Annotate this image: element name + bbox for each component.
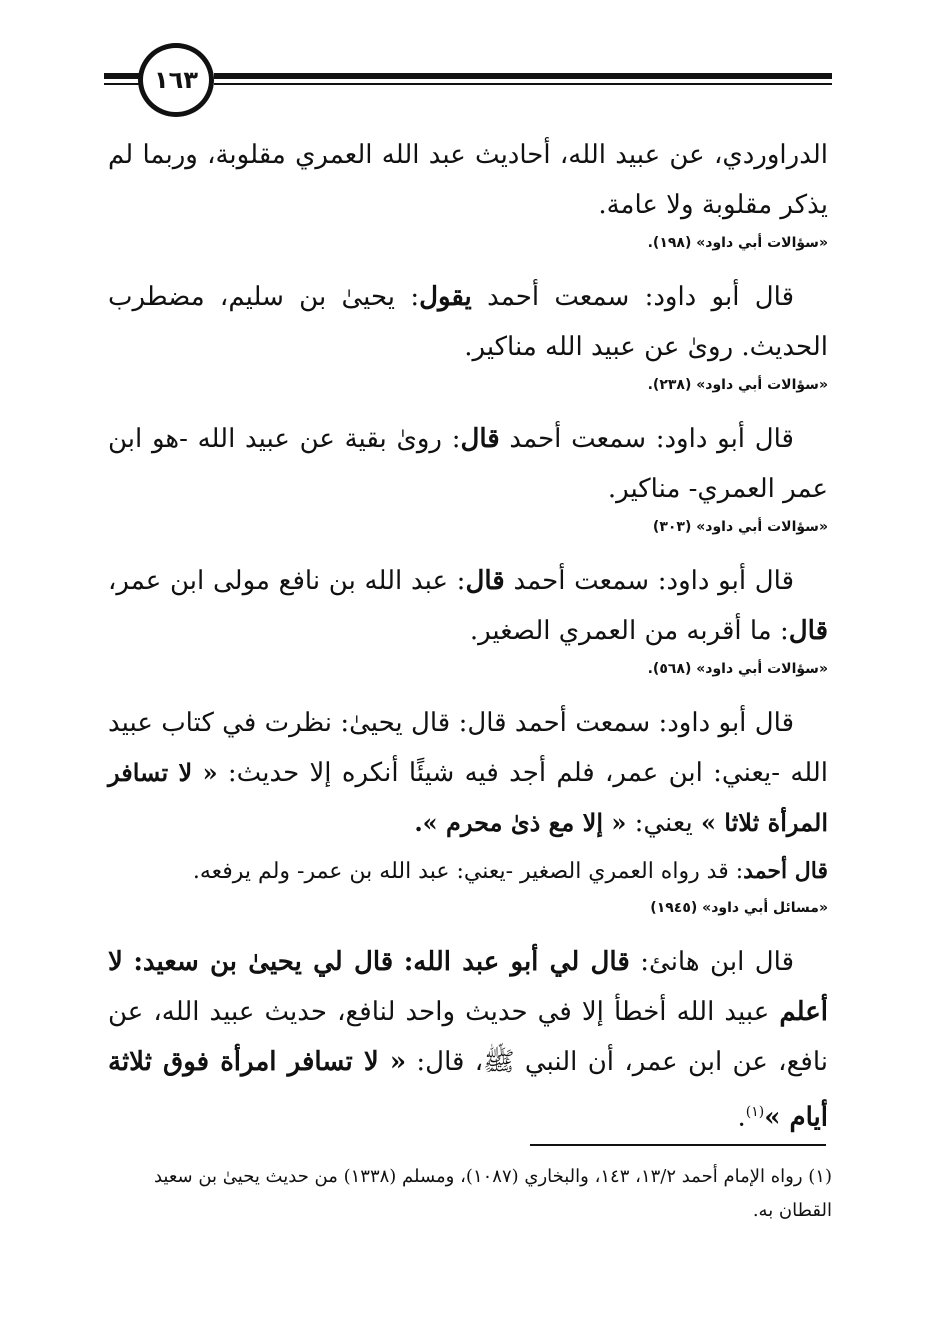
paragraph-4-prefix: قال أبو داود: سمعت أحمد [513,566,795,596]
paragraph-5-text: قال أبو داود: سمعت أحمد قال: قال يحيىٰ: نظرت في كتاب عبيد الله -يعني: ابن عمر، فلم أجد فيه شيئًا أنكره إلا حديث: [108,708,829,788]
paragraph-4 [104,556,832,656]
footnote-divider [530,1144,826,1146]
footnote-number: (١) [808,1166,832,1187]
source-citation: «سؤالات أبي داود» (٢٣٨). [647,377,828,393]
paragraph-6: قال ابن هانئ: قال لي أبو عبد الله: قال لي يحيىٰ بن سعيد: لا أعلم عبيد الله أخطأ إلا في حديث واحد لنافع، حديث عبيد الله، عن نافع، عن ابن عمر، أن النبي ﷺ، قال: « لا تسافر امرأة فوق ثلاثة أيام »$^{(١)}$. [108,947,829,1133]
page-number: ١٦٣ [138,43,214,117]
source-citation: «سؤالات أبي داود» (٥٦٨). [647,661,828,677]
source-citation: «مسائل أبي داود» (١٩٤٥) [650,900,828,916]
paragraph-1-line1: الدراوردي، عن عبيد الله، أحاديث عبد الله العمري مقلوبة، وربما لم يذكر [108,140,828,220]
paragraph-6-bold2: قال لي يحيىٰ بن سعيد: [133,947,394,977]
paragraph-6-quote: « لا تسافر امرأة فوق ثلاثة أيام » [108,1047,828,1133]
paragraph-5 [104,698,832,848]
paragraph-5-quote2: « إلا مع ذىٰ محرم ». [414,808,627,837]
header-rule-left-thick [104,73,142,79]
page-header [104,40,832,120]
paragraph-2-prefix: قال أبو داود: سمعت أحمد [487,282,794,312]
paragraph-5-ahmad [104,848,832,895]
paragraph-3-bold: قال [460,424,500,454]
paragraph-5-quote1: « لا تسافر المرأة ثلاثا » [108,758,828,837]
paragraph-2-bold: يقول [419,282,472,312]
header-rule-left-thin [104,83,142,85]
footnote-marker: (١) [745,1104,765,1120]
footnote [104,1160,832,1228]
paragraph-1 [104,130,832,230]
paragraph-4-bold: قال [465,566,505,596]
paragraph-4-rest: : عبد الله بن نافع مولى ابن عمر، [108,566,466,596]
paragraph-3-prefix: قال أبو داود: سمعت أحمد [509,424,794,454]
paragraph-6-prefix: قال ابن هانئ: [640,947,795,977]
paragraph-5-rest: : قد رواه العمري الصغير -يعني: عبد الله بن عمر- ولم يرفعه. [192,859,744,884]
paragraph-3 [104,414,832,514]
paragraph-1-line2: مقلوبة ولا عامة. [598,190,773,220]
paragraph-3-rest: : روىٰ بقية عن عبيد الله -هو ابن عمر العمري- مناكير. [108,424,828,504]
paragraph-6-rest: عبيد الله أخطأ إلا في حديث واحد لنافع، حديث عبيد الله، عن نافع، عن ابن عمر، أن النبي ﷺ، قال: [108,997,829,1077]
source-citation: «سؤالات أبي داود» (١٩٨). [647,235,828,251]
paragraph-5-bold: قال أحمد [743,858,828,884]
paragraph-4-rest2: : ما أقربه من العمري الصغير. [469,616,789,646]
page-body [104,130,832,1143]
footnote-text: رواه الإمام أحمد ١٣/٢، ١٤٣، والبخاري (١٠٨٧)، ومسلم (١٣٣٨) من حديث يحيىٰ بن سعيد القطان به. [153,1166,832,1221]
paragraph-6-boldtext: لا أعلم [108,947,828,1027]
paragraph-4-bold2: قال [788,616,828,646]
paragraph-5-mid: يعني: [626,808,701,838]
source-citation: «سؤالات أبي داود» (٣٠٣) [652,519,828,535]
paragraph-6-bold1: قال لي أبو عبد الله: [403,947,630,977]
header-rule-thin [214,83,832,85]
paragraph-2 [104,272,832,372]
header-rule-thick [214,73,832,79]
paragraph-2-rest: : يحيىٰ بن سليم، مضطرب الحديث. روىٰ عن عبيد الله مناكير. [108,282,828,362]
